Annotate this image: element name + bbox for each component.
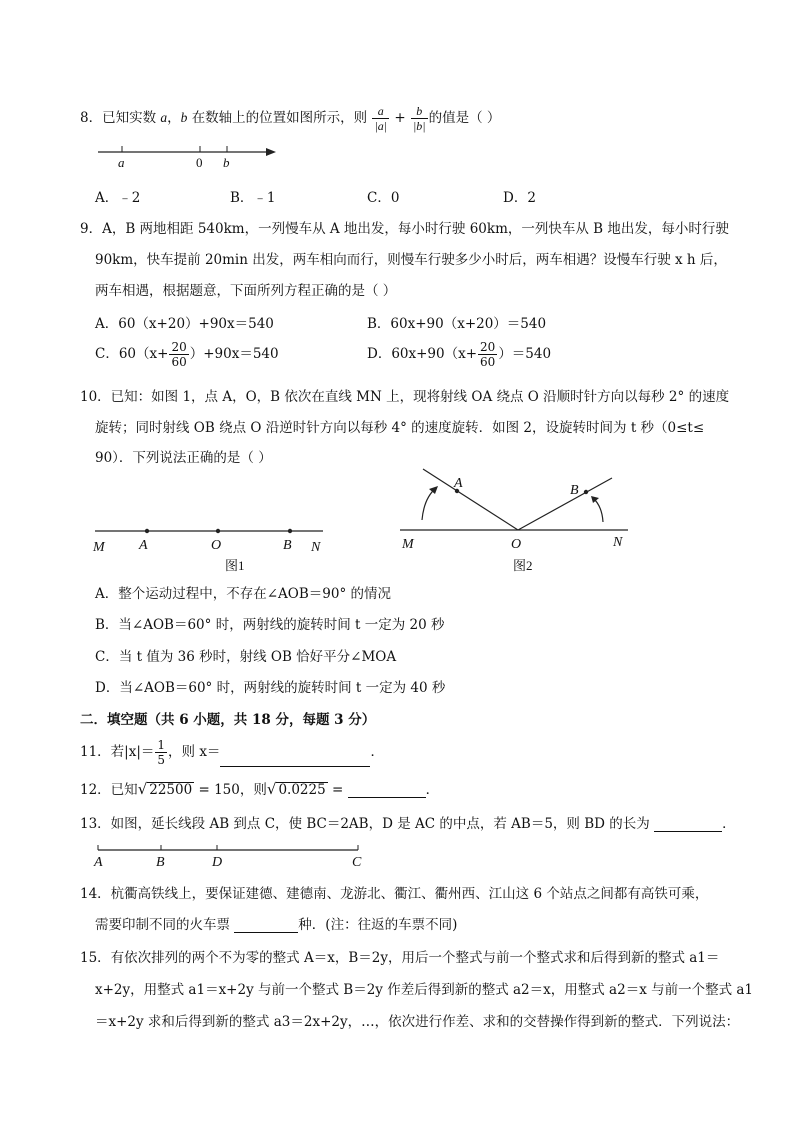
denominator: 5 [157,753,166,767]
numerator: a [372,104,389,119]
label-n: N [613,535,623,550]
label-a: a [118,155,125,170]
q9-line-3: 两车相遇，根据题意，下面所列方程正确的是（ ） [95,283,397,299]
label-o: O [211,538,222,553]
label-d: D [212,855,223,870]
label-a: A [454,476,463,491]
q14-line-1: 14．杭衢高铁线上，要保证建德、建德南、龙游北、衢江、衢州西、江山这 6 个站点之间都有高铁可乘， [80,886,709,902]
plus-sign: + [394,110,406,126]
label-b: b [223,155,230,170]
q8-text-c: 的值是（ ） [428,110,501,126]
sqrt-icon: √ [137,780,148,798]
sqrt-icon: √ [266,780,277,798]
fraction-20-60 [169,340,188,369]
ray-oa [423,469,518,530]
fraction-a-over-abs-a [372,104,389,133]
q11-pre: 11．若|x|＝ [80,744,155,760]
q12-eq: = [327,782,348,798]
q15-line-1: 15．有依次排列的两个不为零的整式 A＝x，B＝2y，用后一个整式与前一个整式求和后得到新的整式 a1＝ [80,950,720,966]
q8-text-b: 在数轴上的位置如图所示，则 [191,110,368,126]
q12-post: ． [425,782,440,798]
label-a: A [139,538,148,553]
q15-line-3: ＝x+2y 求和后得到新的整式 a3＝2x+2y，…，依次进行作差、求和的交替操作得到新的整式．下列说法： [95,1014,740,1030]
label-o: O [511,537,522,552]
q8-option-b: B．﹣1 [230,190,276,206]
label-a: A [94,855,103,870]
denominator: 60 [171,355,187,369]
label-m: M [402,537,414,552]
denominator: 60 [480,355,496,369]
label-0: 0 [196,155,203,170]
label-b: B [570,483,579,498]
q12-mid: = 150，则 [194,782,267,798]
label-b: B [283,538,292,553]
q8-stem [80,104,500,133]
q12 [80,778,439,798]
numerator: 1 [157,738,166,752]
q9-option-a: A．60（x+20）+90x＝540 [95,316,274,332]
radicand-2: 0.0225 [278,782,326,798]
arrow-head-icon [591,496,599,503]
numerator: 20 [480,340,496,354]
q14-post: 种．(注：往返的车票不同) [298,917,458,933]
q10-option-a: A．整个运动过程中，不存在∠AOB＝90° 的情况 [95,586,392,602]
var-b: b [180,110,188,125]
opt-c-pre: C．60（x+ [95,346,169,362]
figure-2 [390,462,640,578]
label-m: M [93,540,105,555]
point-b [584,490,588,494]
numerator: b [411,104,428,119]
q13-text: 13．如图，延长线段 AB 到点 C，使 BC＝2AB，D 是 AC 的中点，若 AB＝5，则 BD 的长为 [80,816,650,832]
answer-blank[interactable] [234,918,298,933]
section-heading-fill-in: 二．填空题（共 6 小题，共 18 分，每题 3 分） [80,712,376,728]
numerator: 20 [171,340,187,354]
q13 [80,812,736,832]
q8-option-d: D．2 [503,190,536,206]
q9-option-c [95,340,279,369]
fraction-b-over-abs-b [411,104,428,133]
figure-2-caption: 图2 [513,558,533,573]
number-line-figure [90,140,290,175]
q12-pre: 12．已知 [80,782,138,798]
figure-1 [85,518,335,578]
answer-blank[interactable] [220,752,370,767]
label-n: N [311,540,321,555]
fraction-20-60 [478,340,497,369]
q8-sep: ， [167,110,181,126]
segment-figure [88,840,373,870]
arrow-head-icon [429,486,438,494]
q8-text-a: 已知实数 [102,110,157,126]
arrow-head-icon [266,148,276,156]
label-b: B [156,855,165,870]
q10-option-c: C．当 t 值为 36 秒时，射线 OB 恰好平分∠MOA [95,649,397,665]
denominator: |b| [413,119,426,133]
q14-pre: 需要印制不同的火车票 [95,917,230,933]
answer-blank[interactable] [654,817,722,832]
q10-line-3: 90）．下列说法正确的是（ ） [95,450,272,466]
var-a: a [160,110,168,125]
q8-option-c: C．0 [367,190,400,206]
q10-option-d: D．当∠AOB＝60° 时，两射线的旋转时间 t 一定为 40 秒 [95,680,446,696]
opt-d-post: ）＝540 [498,346,552,362]
q9-option-b: B．60x+90（x+20）＝540 [367,316,547,332]
radicand-1: 22500 [149,782,193,798]
q15-line-2: x+2y，用整式 a1＝x+2y 与前一个整式 B＝2y 作差后得到新的整式 a2＝x，用整式 a2＝x 与前一个整式 a1 [95,982,754,998]
q10-line-2: 旋转；同时射线 OB 绕点 O 沿逆时针方向以每秒 4° 的速度旋转．如图 2，设旋转时间为 t 秒（0≤t≤ [95,420,705,436]
q11-mid: ，则 x＝ [168,744,221,760]
q9-line-2: 90km，快车提前 20min 出发，两车相向而行，则慢车行驶多少小时后，两车相遇？设慢车行驶 x h 后， [95,252,727,268]
question-number: 8． [80,110,103,126]
opt-c-post: ）+90x＝540 [189,346,279,362]
point-a [145,529,149,533]
opt-d-pre: D．60x+90（x+ [367,346,478,362]
q8-option-a: A．﹣2 [95,190,141,206]
fraction-1-5 [155,738,167,767]
point-b [288,529,292,533]
point-o [216,529,220,533]
denominator: |a| [374,119,388,133]
answer-blank[interactable] [348,783,426,798]
q10-line-1: 10．已知：如图 1，点 A，O，B 依次在直线 MN 上，现将射线 OA 绕点 O 沿顺时针方向以每秒 2° 的速度 [80,389,730,405]
q13-post: ． [722,816,736,832]
q9-line-1: 9．A，B 两地相距 540km，一列慢车从 A 地出发，每小时行驶 60km，一列快车从 B 地出发，每小时行驶 [80,221,729,237]
q11 [80,738,384,767]
q9-option-d [367,340,551,369]
q11-post: ． [370,744,384,760]
q14-line-2 [95,913,457,933]
figure-1-caption: 图1 [225,558,245,573]
label-c: C [352,855,362,870]
q10-option-b: B．当∠AOB＝60° 时，两射线的旋转时间 t 一定为 20 秒 [95,617,445,633]
